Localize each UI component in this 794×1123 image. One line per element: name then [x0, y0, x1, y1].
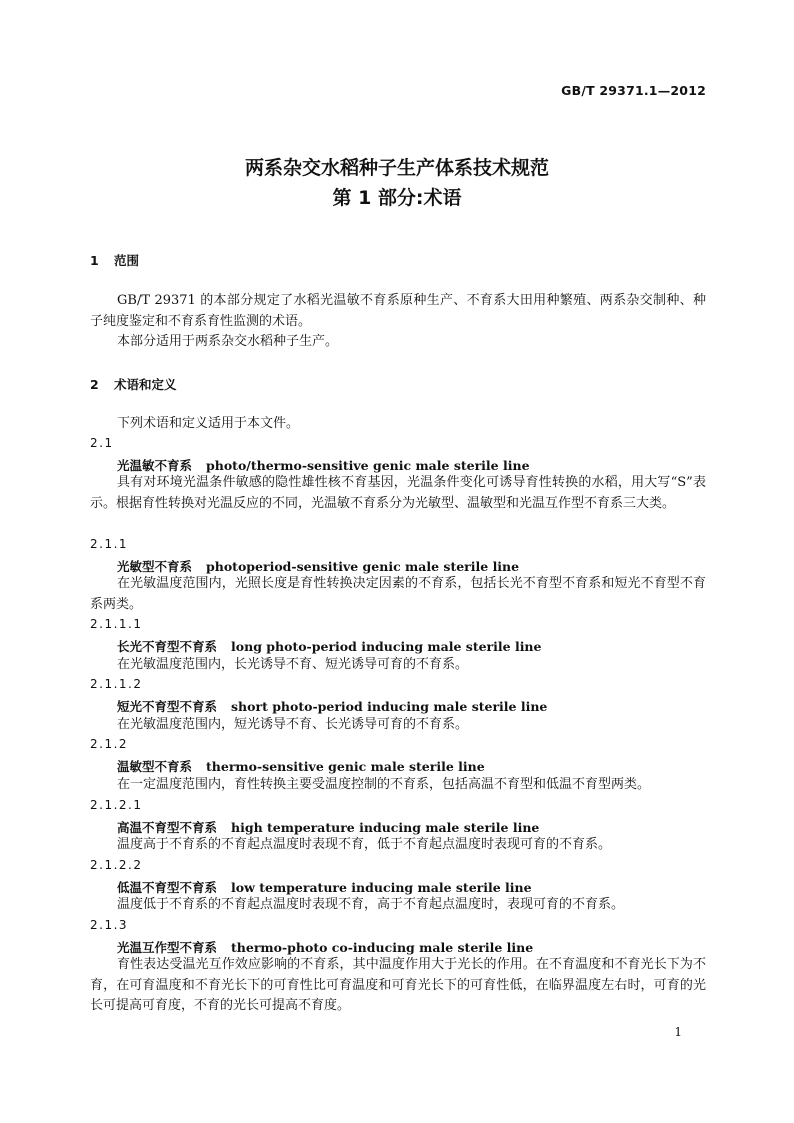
term-en: high temperature inducing male sterile line [231, 820, 540, 835]
term-definition: 在一定温度范围内，育性转换主要受温度控制的不育系，包括高温不育型和低温不育型两类。 [117, 777, 651, 792]
term-definition: 在光敏温度范围内，光照长度是育性转换决定因素的不育系，包括长光不育型不育系和短光不育型不育系两类。 [90, 576, 706, 612]
term-zh: 光敏型不育系 [117, 559, 193, 574]
term-en: long photo-period inducing male sterile line [231, 639, 542, 654]
term-heading [117, 757, 485, 775]
page-number: 1 [674, 1025, 682, 1039]
term-zh: 温敏型不育系 [117, 759, 193, 774]
term-en: short photo-period inducing male sterile line [231, 699, 548, 714]
term-heading [117, 878, 532, 896]
term-heading [117, 818, 539, 836]
term-heading [117, 557, 519, 575]
term-heading [117, 637, 541, 655]
term-number: 2.1.1.2 [90, 677, 143, 691]
term-definition: 在光敏温度范围内，长光诱导不育、短光诱导可育的不育系。 [117, 657, 469, 672]
paragraph: 本部分适用于两系杂交水稻种子生产。 [117, 334, 339, 349]
term-definition: 温度高于不育系的不育起点温度时表现不育，低于不育起点温度时表现可育的不育系。 [117, 837, 612, 852]
term-number: 2.1.3 [90, 918, 129, 932]
term-en: thermo-sensitive genic male sterile line [206, 759, 485, 774]
section-number: 2 [90, 377, 99, 392]
section-heading-scope [90, 251, 139, 269]
section-heading-terms [90, 375, 177, 393]
term-zh: 光温互作型不育系 [117, 940, 218, 955]
term-number: 2.1.2.1 [90, 798, 143, 812]
term-definition: 温度低于不育系的不育起点温度时表现不育，高于不育起点温度时，表现可育的不育系。 [117, 897, 625, 912]
term-definition: 在光敏温度范围内，短光诱导不育、长光诱导可育的不育系。 [117, 717, 469, 732]
term-zh: 低温不育型不育系 [117, 880, 218, 895]
section-number: 1 [90, 253, 99, 268]
term-definition: 具有对环境光温条件敏感的隐性雄性核不育基因，光温条件变化可诱导育性转换的水稻，用大写“S”表示。根据育性转换对光温反应的不同，光温敏不育系分为光敏型、温敏型和光温互作型不育系三大类。 [90, 475, 706, 511]
term-number: 2.1.2.2 [90, 858, 143, 872]
document-subtitle: 第 1 部分:术语 [332, 187, 462, 209]
section-title: 术语和定义 [114, 377, 177, 392]
term-number: 2.1.2 [90, 737, 129, 751]
term-heading [117, 697, 547, 715]
term-number: 2.1.1.1 [90, 617, 143, 631]
term-zh: 长光不育型不育系 [117, 639, 218, 654]
term-number: 2.1 [90, 436, 114, 450]
term-en: low temperature inducing male sterile line [231, 880, 532, 895]
term-heading [117, 456, 530, 474]
section-title: 范围 [114, 253, 140, 268]
term-en: thermo-photo co-inducing male sterile line [231, 940, 534, 955]
term-zh: 高温不育型不育系 [117, 820, 218, 835]
term-en: photo/thermo-sensitive genic male sterile line [206, 458, 530, 473]
term-zh: 光温敏不育系 [117, 458, 193, 473]
term-zh: 短光不育型不育系 [117, 699, 218, 714]
term-heading [117, 938, 533, 956]
paragraph: GB/T 29371 的本部分规定了水稻光温敏不育系原种生产、不育系大田用种繁殖、两系杂交制种、种子纯度鉴定和不育系育性监测的术语。 [90, 293, 706, 329]
paragraph: 下列术语和定义适用于本文件。 [117, 416, 300, 431]
term-definition: 育性表达受温光互作效应影响的不育系，其中温度作用大于光长的作用。在不育温度和不育光长下为不育，在可育温度和不育光长下的可育性比可育温度和可育光长下的可育性低，在临界温度左右时，可育的光长可提高可育度，不育的光长可提高不育度。 [90, 957, 706, 1013]
term-number: 2.1.1 [90, 537, 129, 551]
term-en: photoperiod-sensitive genic male sterile line [206, 559, 520, 574]
document-title: 两系杂交水稻种子生产体系技术规范 [244, 157, 549, 179]
standard-code-header: GB/T 29371.1—2012 [561, 83, 706, 98]
